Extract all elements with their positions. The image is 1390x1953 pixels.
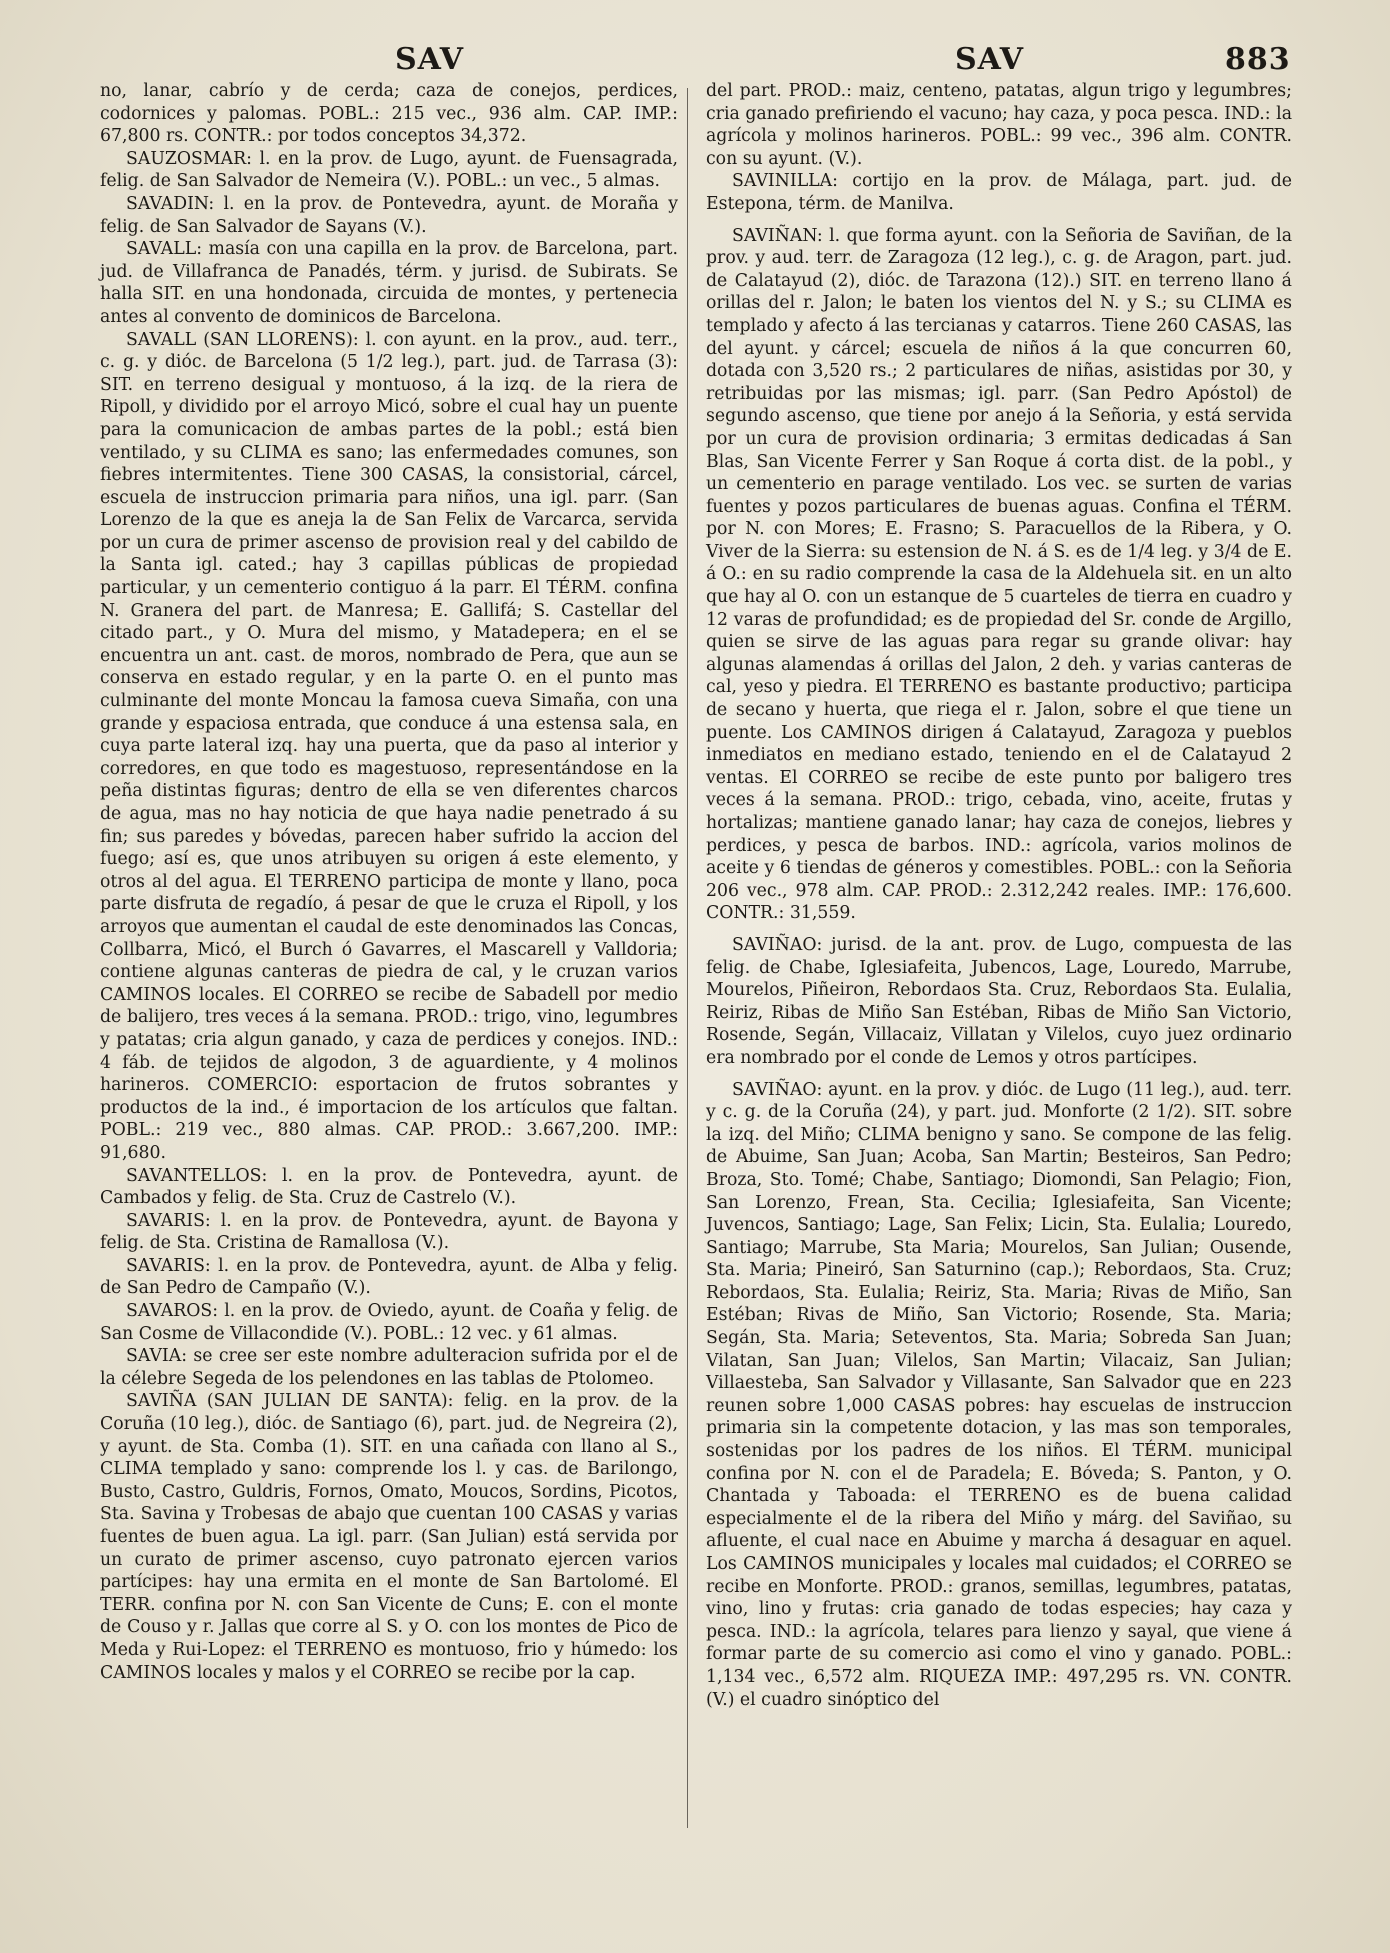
running-head-left: SAV xyxy=(395,42,465,77)
entry-savinan: SAVIÑAN: l. que forma ayunt. con la Señoria de Saviñan, de la prov. y aud. terr. de Zaragoza (12 leg.), c. g. de Aragon, part. jud. de Calatayud (2), dióc. de Tarazona (12).) SIT. en terreno llano á orillas del r. Jalon; le baten los vientos del N. y S.; su CLIMA es templado y afecto á las tercianas y catarros. Tiene 260 CASAS, las del ayunt. y cárcel; escuela de niños á la que concurren 60, dotada con 3,520 rs.; 2 particulares de niñas, asistidas por 30, y retribuidas por las mismas; igl. parr. (San Pedro Apóstol) de segundo ascenso, que tiene por anejo á la Señoria, y está servida por un cura de provision ordinaria; 3 ermitas dedicadas á San Blas, San Vicente Ferrer y San Roque á corta dist. de la pobl., y un cementerio en parage ventilado. Los vec. se surten de varias fuentes y pozos particulares de buenas aguas. Confina el TÉRM. por N. con Mores; E. Frasno; S. Paracuellos de la Ribera, y O. Viver de la Sierra: su estension de N. á S. es de 1/4 leg. y 3/4 de E. á O.: en su radio comprende la casa de la Aldehuela sit. en un alto que hay al O. con un estanque de 5 cuarteles de tierra en cuadro y 12 varas de profundidad; es de propiedad del Sr. conde de Argillo, quien se sirve de las aguas para regar su grande olivar: hay algunas alamendas á orillas del Jalon, 2 deh. y varias canteras de cal, yeso y piedra. El TERRENO es bastante productivo; participa de secano y huerta, que riega el r. Jalon, sobre el que tiene un puente. Los CAMINOS dirigen á Calatayud, Zaragoza y pueblos inmediatos en mediano estado, teniendo en el de Calatayud 2 ventas. El CORREO se recibe de este punto por baligero tres veces á la semana. PROD.: trigo, cebada, vino, aceite, frutas y hortalizas; mantiene ganado lanar; hay caza de conejos, liebres y perdices, y pesca de barbos. IND.: agrícola, varios molinos de aceite y 6 tiendas de géneros y comestibles. POBL.: con la Señoria 206 vec., 978 alm. CAP. PROD.: 2.312,242 reales. IMP.: 176,600. CONTR.: 31,559. xyxy=(706,225,1292,924)
entry-savaris-alba: SAVARIS: l. en la prov. de Pontevedra, ayunt. de Alba y felig. de San Pedro de Campaño (V.). xyxy=(100,1255,678,1299)
left-column xyxy=(100,80,678,1684)
right-column xyxy=(706,80,1292,1711)
entry-savall-san-llorens: SAVALL (SAN LLORENS): l. con ayunt. en la prov., aud. terr., c. g. y dióc. de Barcelona (5 1/2 leg.), part. jud. de Tarrasa (3): SIT. en terreno desigual y montuoso, á la izq. de la riera de Ripoll, y dividido por el arroyo Micó, sobre el cual hay un puente para la comunicacion de ambas partes de la pobl.; está bien ventilado, y su CLIMA es sano; las enfermedades comunes, son fiebres intermitentes. Tiene 300 CASAS, la consistorial, cárcel, escuela de instruccion primaria para niños, una igl. parr. (San Lorenzo de la que es aneja la de San Felix de Varcarca, servida por un cura de primer ascenso de provision real y del cabildo de la Santa igl. cated.; hay 3 capillas públicas de propiedad particular, y un cementerio contiguo á la parr. El TÉRM. confina N. Granera del part. de Manresa; E. Gallifá; S. Castellar del citado part., y O. Mura del mismo, y Matadepera; en el se encuentra un ant. cast. de moros, nombrado de Pera, que aun se conserva en estado regular, y en la parte O. en el punto mas culminante del monte Moncau la famosa cueva Simaña, con una grande y espaciosa entrada, que conduce á una estensa sala, en cuya parte lateral izq. hay una puerta, que da paso al interior y corredores, en que todo es magestuoso, representándose en la peña distintas figuras; dentro de ella se ven diferentes charcos de agua, mas no hay noticia de que haya nadie penetrado á su fin; sus paredes y bóvedas, parecen haber sufrido la accion del fuego; así es, que unos atribuyen su origen á este elemento, y otros al del agua. El TERRENO participa de monte y llano, poca parte disfruta de regadío, á pesar de que le cruza el Ripoll, y los arroyos que aumentan el caudal de este denominados las Concas, Collbarra, Micó, el Burch ó Gavarres, el Mascarell y Valldoria; contiene algunas canteras de piedra de cal, y le cruzan varios CAMINOS locales. El CORREO se recibe de Sabadell por medio de balijero, tres veces á la semana. PROD.: trigo, vino, legumbres y patatas; cria algun ganado, y caza de perdices y conejos. IND.: 4 fáb. de tejidos de algodon, 3 de aguardiente, y 4 molinos harineros. COMERCIO: esportacion de frutos sobrantes y productos de la ind., é importacion de los artículos que faltan. POBL.: 219 vec., 880 almas. CAP. PROD.: 3.667,200. IMP.: 91,680. xyxy=(100,329,678,1163)
entry-savinilla: SAVINILLA: cortijo en la prov. de Málaga, part. jud. de Estepona, térm. de Manilva. xyxy=(706,171,1292,214)
page-number: 883 xyxy=(1225,42,1291,77)
column-divider xyxy=(687,88,688,1828)
entry-savadin: SAVADIN: l. en la prov. de Pontevedra, ayunt. de Moraña y felig. de San Salvador de Sayans (V.). xyxy=(100,193,678,237)
running-head-right: SAV xyxy=(955,42,1025,77)
entry-savia: SAVIA: se cree ser este nombre adulteracion sufrida por el de la célebre Segeda de los pelendones en las tablas de Ptolomeo. xyxy=(100,1346,678,1389)
entry-savaris-bayona: SAVARIS: l. en la prov. de Pontevedra, ayunt. de Bayona y felig. de Sta. Cristina de Ramallosa (V.). xyxy=(100,1210,678,1254)
entry-sauzosmar: SAUZOSMAR: l. en la prov. de Lugo, ayunt. de Fuensagrada, felig. de San Salvador de Nemeira (V.). POBL.: un vec., 5 almas. xyxy=(100,148,678,192)
entry-savinao-jurisd: SAVIÑAO: jurisd. de la ant. prov. de Lugo, compuesta de las felig. de Chabe, Iglesiafeita, Jubencos, Lage, Louredo, Marrube, Mourelos, Piñeiron, Rebordaos Sta. Cruz, Rebordaos Sta. Eulalia, Reiriz, Ribas de Miño San Estéban, Ribas de Miño San Victorio, Rosende, Segán, Villacaiz, Villatan y Vilelos, cuyo juez ordinario era nombrado por el conde de Lemos y otros partícipes. xyxy=(706,934,1292,1068)
entry-savall: SAVALL: masía con una capilla en la prov. de Barcelona, part. jud. de Villafranca de Panadés, térm. y jurisd. de Subirats. Se halla SIT. en una hondonada, circuida de montes, y pertenecia antes al convento de dominicos de Barcelona. xyxy=(100,239,678,327)
entry-continuation: del part. PROD.: maiz, centeno, patatas, algun trigo y legumbres; cria ganado prefiriendo el vacuno; hay caza, y poca pesca. IND.: la agrícola y molinos harineros. POBL.: 99 vec., 396 alm. CONTR. con su ayunt. (V.). xyxy=(706,81,1292,169)
entry-savina: SAVIÑA (SAN JULIAN DE SANTA): felig. en la prov. de la Coruña (10 leg.), dióc. de Santiago (6), part. jud. de Negreira (2), y ayunt. de Sta. Comba (1). SIT. en una cañada con llano al S., CLIMA templado y sano: comprende los l. y cas. de Barilongo, Busto, Castro, Guldris, Fornos, Omato, Moucos, Sordins, Picotos, Sta. Savina y Trobesas de abajo que cuentan 100 CASAS y varias fuentes de buen agua. La igl. parr. (San Julian) está servida por un curato de primer ascenso, cuyo patronato ejercen varios partícipes: hay una ermita en el monte de San Bartolomé. El TERR. confina por N. con San Vicente de Cuns; E. con el monte de Couso y r. Jallas que corre al S. y O. con los montes de Pico de Meda y Rui-Lopez: el TERRENO es montuoso, frio y húmedo: los CAMINOS locales y malos y el CORREO se recibe por la cap. xyxy=(100,1391,678,1683)
entry-savinao-ayunt: SAVIÑAO: ayunt. en la prov. y dióc. de Lugo (11 leg.), aud. terr. y c. g. de la Coruña (24), y part. jud. Monforte (2 1/2). SIT. sobre la izq. del Miño; CLIMA benigno y sano. Se compone de las felig. de Abuime, San Juan; Acoba, San Martin; Besteiros, San Pedro; Broza, Sto. Tomé; Chabe, Santiago; Diomondi, San Pelagio; Fion, San Lorenzo, Frean, Sta. Cecilia; Iglesiafeita, San Vicente; Juvencos, Santiago; Lage, San Felix; Licin, Sta. Eulalia; Louredo, Santiago; Marrube, Sta Maria; Mourelos, San Julian; Ousende, Sta. Maria; Pineiró, San Saturnino (cap.); Rebordaos, Sta. Cruz; Rebordaos, Sta. Eulalia; Reiriz, Sta. Maria; Rivas de Miño, San Estéban; Rivas de Miño, San Victorio; Rosende, Sta. Maria; Segán, Sta. Maria; Seteventos, Sta. Maria; Sobreda San Juan; Vilatan, San Juan; Vilelos, San Martin; Vilacaiz, San Julian; Villaesteba, San Salvador y Villasante, San Salvador que en 223 reunen sobre 1,000 CASAS pobres: hay escuelas de instruccion primaria sin la competente dotacion, y las mas son temporales, sostenidas por los padres de los niños. El TÉRM. municipal confina por N. con el de Paradela; E. Bóveda; S. Panton, y O. Chantada y Taboada: el TERRENO es de buena calidad especialmente el de la ribera del Miño y márg. del Saviñao, su afluente, el cual nace en Abuime y marcha á desaguar en aquel. Los CAMINOS municipales y locales mal cuidados; el CORREO se recibe en Monforte. PROD.: granos, semillas, legumbres, patatas, vino, lino y frutas: cria ganado de todas especies; hay caza y pesca. IND.: la agrícola, telares para lienzo y sayal, que viene á formar parte de su comercio asi como el vino y ganado. POBL.: 1,134 vec., 6,572 alm. RIQUEZA IMP.: 497,295 rs. VN. CONTR. (V.) el cuadro sinóptico del xyxy=(706,1079,1292,1710)
entry-continuation: no, lanar, cabrío y de cerda; caza de conejos, perdices, codornices y palomas. POBL.: 215 vec., 936 alm. CAP. IMP.: 67,800 rs. CONTR.: por todos conceptos 34,372. xyxy=(100,81,678,147)
entry-savantellos: SAVANTELLOS: l. en la prov. de Pontevedra, ayunt. de Cambados y felig. de Sta. Cruz de Castrelo (V.). xyxy=(100,1165,678,1209)
entry-savaros: SAVAROS: l. en la prov. de Oviedo, ayunt. de Coaña y felig. de San Cosme de Villacondide (V.). POBL.: 12 vec. y 61 almas. xyxy=(100,1301,678,1344)
